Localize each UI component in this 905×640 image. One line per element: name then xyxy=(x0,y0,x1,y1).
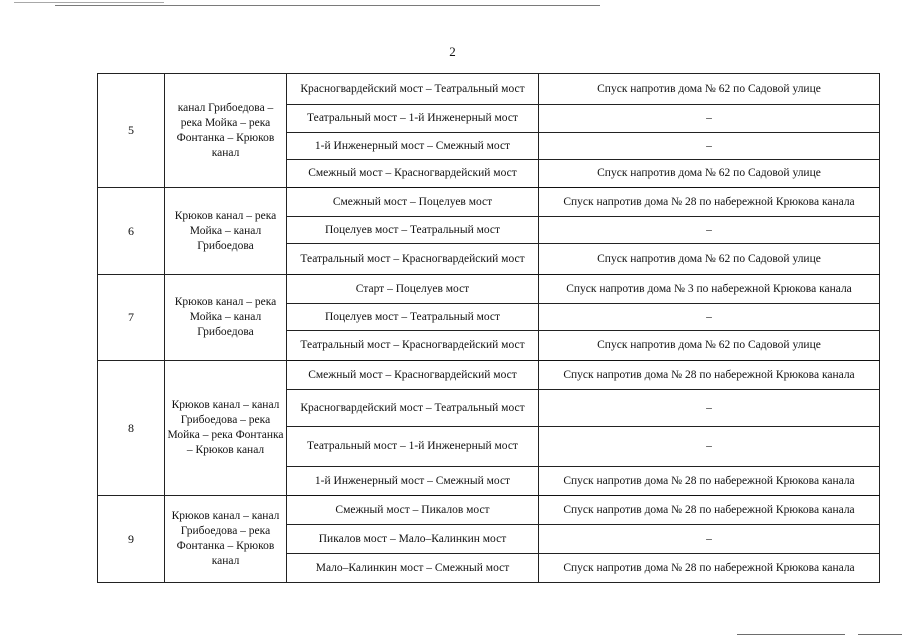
descent-point: Спуск напротив дома № 62 по Садовой улице xyxy=(539,244,880,275)
table-row xyxy=(98,361,880,390)
route-number: 6 xyxy=(98,188,165,275)
footer-rule-short xyxy=(858,634,902,635)
route-waterways: Крюков канал – канал Грибоедова – река Мойка – река Фонтанка – Крюков канал xyxy=(165,361,287,496)
route-section: Смежный мост – Пикалов мост xyxy=(287,496,539,525)
route-waterways: Крюков канал – канал Грибоедова – река Фонтанка – Крюков канал xyxy=(165,496,287,583)
header-rule xyxy=(55,5,600,6)
route-section: Поцелуев мост – Театральный мост xyxy=(287,304,539,331)
route-section: Смежный мост – Поцелуев мост xyxy=(287,188,539,217)
descent-point: Спуск напротив дома № 62 по Садовой улице xyxy=(539,331,880,361)
descent-point: – xyxy=(539,105,880,133)
route-section: Смежный мост – Красногвардейский мост xyxy=(287,361,539,390)
route-number: 9 xyxy=(98,496,165,583)
route-section: Театральный мост – Красногвардейский мост xyxy=(287,244,539,275)
descent-point: – xyxy=(539,525,880,554)
descent-point: – xyxy=(539,133,880,160)
descent-point: Спуск напротив дома № 28 по набережной Крюкова канала xyxy=(539,496,880,525)
descent-point: Спуск напротив дома № 28 по набережной Крюкова канала xyxy=(539,554,880,583)
route-number: 8 xyxy=(98,361,165,496)
page-number: 2 xyxy=(449,44,456,59)
scan-edge-line xyxy=(14,2,164,3)
route-section: Театральный мост – 1-й Инженерный мост xyxy=(287,427,539,467)
descent-point: – xyxy=(539,304,880,331)
descent-point: Спуск напротив дома № 28 по набережной Крюкова канала xyxy=(539,188,880,217)
route-waterways: Крюков канал – река Мойка – канал Грибоедова xyxy=(165,275,287,361)
route-number: 7 xyxy=(98,275,165,361)
route-section: Пикалов мост – Мало–Калинкин мост xyxy=(287,525,539,554)
route-section: Поцелуев мост – Театральный мост xyxy=(287,217,539,244)
route-section: 1-й Инженерный мост – Смежный мост xyxy=(287,467,539,496)
route-section: 1-й Инженерный мост – Смежный мост xyxy=(287,133,539,160)
descent-point: Спуск напротив дома № 3 по набережной Крюкова канала xyxy=(539,275,880,304)
route-section: Мало–Калинкин мост – Смежный мост xyxy=(287,554,539,583)
table-row xyxy=(98,275,880,304)
route-section: Смежный мост – Красногвардейский мост xyxy=(287,160,539,188)
table-row xyxy=(98,188,880,217)
table-row xyxy=(98,496,880,525)
descent-point: Спуск напротив дома № 28 по набережной Крюкова канала xyxy=(539,361,880,390)
footer-rule xyxy=(737,634,845,635)
descent-point: Спуск напротив дома № 28 по набережной Крюкова канала xyxy=(539,467,880,496)
route-section: Красногвардейский мост – Театральный мост xyxy=(287,390,539,427)
descent-point: Спуск напротив дома № 62 по Садовой улице xyxy=(539,74,880,105)
route-waterways: Крюков канал – река Мойка – канал Грибоедова xyxy=(165,188,287,275)
route-waterways: канал Грибоедова – река Мойка – река Фонтанка – Крюков канал xyxy=(165,74,287,188)
routes-table xyxy=(97,73,880,583)
route-section: Старт – Поцелуев мост xyxy=(287,275,539,304)
table-row xyxy=(98,74,880,105)
descent-point: – xyxy=(539,217,880,244)
route-section: Театральный мост – 1-й Инженерный мост xyxy=(287,105,539,133)
route-section: Театральный мост – Красногвардейский мост xyxy=(287,331,539,361)
descent-point: – xyxy=(539,390,880,427)
route-number: 5 xyxy=(98,74,165,188)
descent-point: – xyxy=(539,427,880,467)
route-section: Красногвардейский мост – Театральный мост xyxy=(287,74,539,105)
descent-point: Спуск напротив дома № 62 по Садовой улице xyxy=(539,160,880,188)
